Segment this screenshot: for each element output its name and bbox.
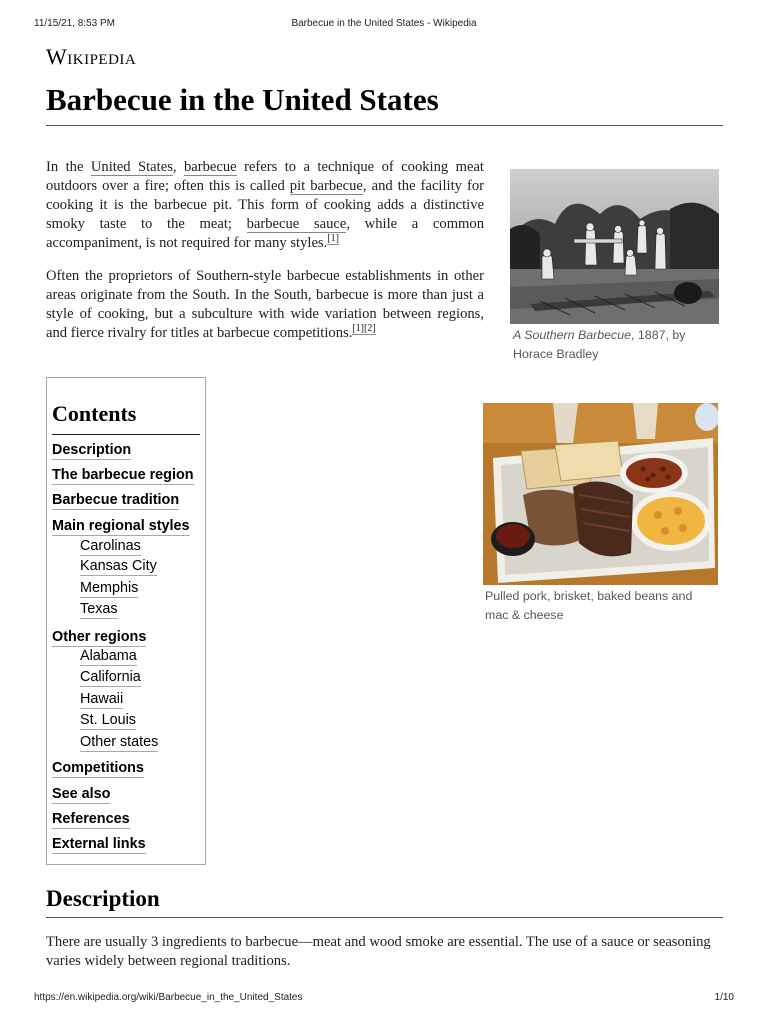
- section-divider: [46, 917, 723, 918]
- p1-text-3: refers to a technique of cooking meat outdoors over a fire; often this is called: [46, 159, 484, 194]
- toc-item-other-regions[interactable]: Other regions: [52, 629, 147, 645]
- toc-item-other-states[interactable]: Other states: [80, 734, 159, 750]
- print-header: [34, 18, 734, 32]
- description-paragraph: There are usually 3 ingredients to barbecue—meat and wood smoke are essential. The use of a sauce or seasoning varies widely between regional traditions.: [46, 934, 711, 969]
- print-page-number: 1/10: [714, 992, 734, 1003]
- p1-text-4: , and the facility for cooking it is the barbecue pit. This form of cooking adds a distinctive smoky taste to the meat;: [46, 178, 484, 232]
- toc-item-texas[interactable]: Texas: [80, 601, 118, 617]
- toc-item-carolinas[interactable]: Carolinas: [80, 538, 141, 554]
- toc-item-external-links[interactable]: External links: [52, 836, 146, 852]
- figure-1-caption: [513, 326, 713, 364]
- print-footer: [34, 992, 734, 1006]
- toc-item-kansas-city[interactable]: Kansas City: [80, 558, 157, 574]
- toc-item-hawaii[interactable]: Hawaii: [80, 691, 124, 707]
- lead-paragraph-1: [46, 158, 484, 253]
- toc-item-competitions[interactable]: Competitions: [52, 760, 144, 776]
- reference-1[interactable]: [1]: [352, 323, 365, 335]
- toc-item-california[interactable]: California: [80, 669, 141, 685]
- print-page-title: Barbecue in the United States - Wikipedia: [291, 18, 477, 29]
- print-timestamp: 11/15/21, 8:53 PM: [34, 18, 115, 29]
- barbecue-plate-photo[interactable]: [483, 403, 718, 585]
- page-title: Barbecue in the United States: [46, 82, 439, 117]
- figure-2-caption: Pulled pork, brisket, baked beans and mac & cheese: [485, 589, 693, 622]
- link-barbecue[interactable]: barbecue: [183, 159, 237, 175]
- toc-title: Contents: [52, 401, 137, 426]
- toc-item-alabama[interactable]: Alabama: [80, 648, 137, 664]
- lead-paragraph-2: [46, 267, 484, 343]
- figure-1-caption-title: A Southern Barbecue: [513, 328, 632, 342]
- table-of-contents: [46, 377, 206, 865]
- toc-item-main-regional-styles[interactable]: Main regional styles: [52, 518, 190, 534]
- link-pit-barbecue[interactable]: pit barbecue: [289, 178, 363, 194]
- p2-text: Often the proprietors of Southern-style barbecue establishments in other areas originate from the South. In the South, barbecue is more than just a style of cooking, but a subculture with wide variation between regions, and fierce rivalry for titles at barbecue competitions.: [46, 268, 484, 341]
- toc-item-references[interactable]: References: [52, 811, 130, 827]
- link-united-states[interactable]: United States: [90, 159, 173, 175]
- toc-divider: [52, 434, 200, 435]
- print-url: https://en.wikipedia.org/wiki/Barbecue_in_the_United_States: [34, 992, 303, 1003]
- p1-text-2: ,: [172, 159, 184, 175]
- link-barbecue-sauce[interactable]: barbecue sauce: [246, 216, 347, 232]
- toc-item-memphis[interactable]: Memphis: [80, 580, 139, 596]
- p1-text-5: , while a common accompaniment, is not required for many styles.: [46, 216, 484, 251]
- figure-1-caption-rest: , 1887, by Horace Bradley: [513, 328, 686, 361]
- toc-item-the-barbecue-region[interactable]: The barbecue region: [52, 467, 194, 483]
- bbq-plate-illustration: [483, 403, 718, 585]
- toc-item-st-louis[interactable]: St. Louis: [80, 712, 136, 728]
- reference-2[interactable]: [2]: [364, 323, 376, 335]
- wikipedia-wordmark[interactable]: Wikipedia: [46, 44, 137, 69]
- toc-item-barbecue-tradition[interactable]: Barbecue tradition: [52, 492, 180, 508]
- p1-text-1: In the: [46, 159, 91, 175]
- section-heading-description: Description: [46, 886, 160, 911]
- title-divider: [46, 125, 723, 126]
- toc-item-description[interactable]: Description: [52, 442, 132, 458]
- engraving-illustration: [510, 169, 719, 324]
- southern-barbecue-engraving-image[interactable]: [510, 169, 719, 324]
- reference-1[interactable]: [1]: [327, 233, 339, 245]
- toc-item-see-also[interactable]: See also: [52, 786, 111, 802]
